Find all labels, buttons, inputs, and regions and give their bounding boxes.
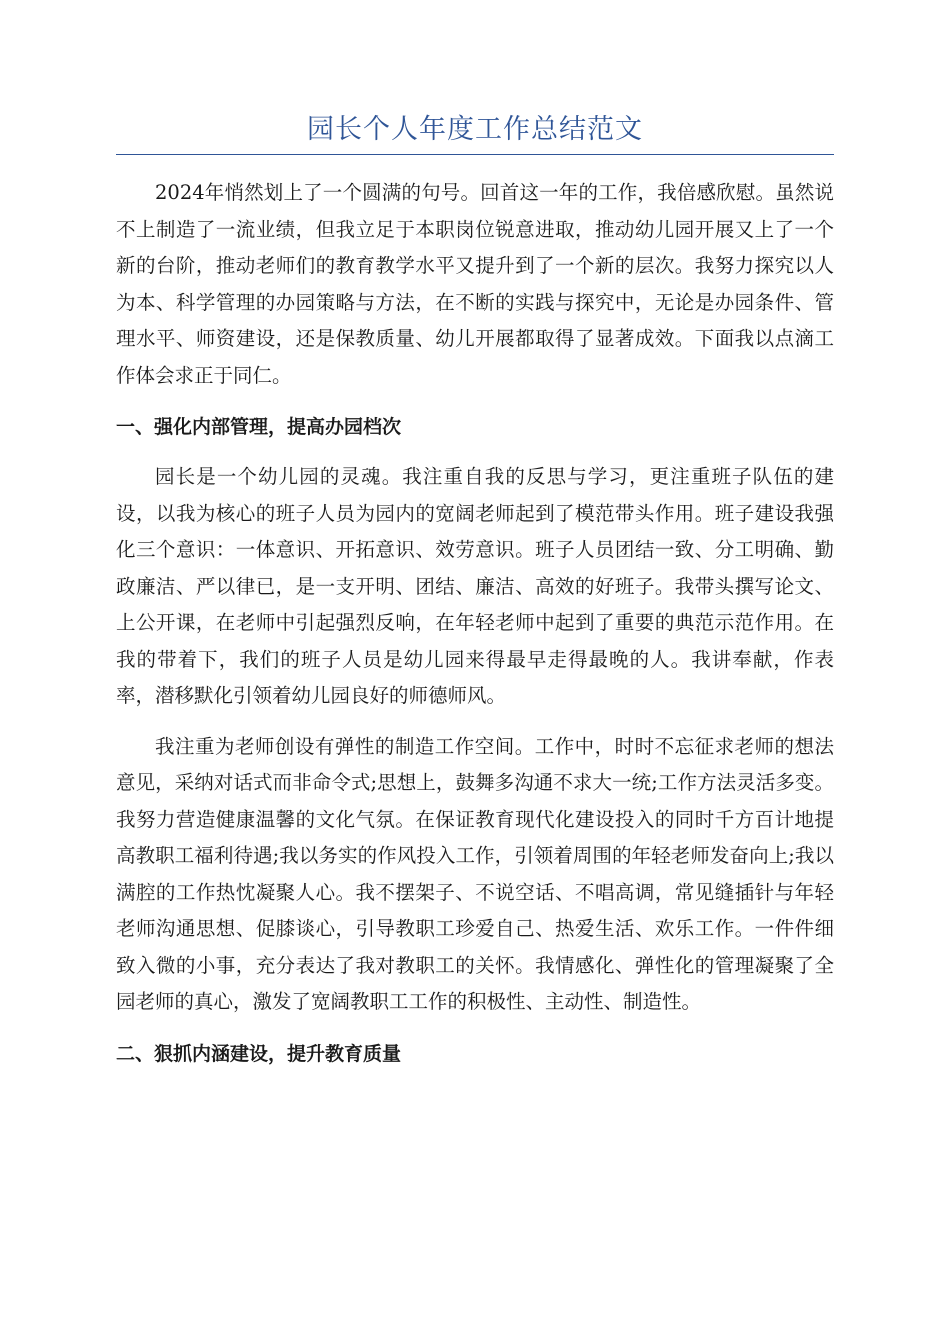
title-divider xyxy=(116,154,834,155)
section-heading-2: 二、狠抓内涵建设，提升教育质量 xyxy=(116,1042,402,1065)
document-title: 园长个人年度工作总结范文 xyxy=(307,114,643,145)
section-heading-1: 一、强化内部管理，提高办园档次 xyxy=(116,416,402,438)
section1-paragraph-2: 我注重为老师创设有弹性的制造工作空间。工作中，时时不忘征求老师的想法意见，采纳对话式而非命令式;思想上，鼓舞多沟通不求大一统;工作方法灵活多变。我努力营造健康温馨的文化气氛。在保证教育现代化建设投入的同时千方百计地提高教职工福利待遇;我以务实的作风投入工作，引领着周围的年轻老师发奋向上;我以满腔的工作热忱凝聚人心。我不摆架子、不说空话、不唱高调，常见缝插针与年轻老师沟通思想、促膝谈心，引导教职工珍爱自己、热爱生活、欢乐工作。一件件细致入微的小事，充分表达了我对教职工的关怀。我情感化、弹性化的管理凝聚了全园老师的真心，激发了宽阔教职工工作的积极性、主动性、制造性。 xyxy=(116,734,834,1013)
document-page xyxy=(116,108,834,1072)
intro-paragraph: 2024年悄然划上了一个圆满的句号。回首这一年的工作，我倍感欣慰。虽然说不上制造了一流业绩，但我立足于本职岗位锐意进取，推动幼儿园开展又上了一个新的台阶，推动老师们的教育教学水平又提升到了一个新的层次。我努力探究以人为本、科学管理的办园策略与方法，在不断的实践与探究中，无论是办园条件、管理水平、师资建设，还是保教质量、幼儿开展都取得了显著成效。下面我以点滴工作体会求正于同仁。 xyxy=(116,181,834,387)
section1-paragraph-1: 园长是一个幼儿园的灵魂。我注重自我的反思与学习，更注重班子队伍的建设，以我为核心的班子人员为园内的宽阔老师起到了模范带头作用。班子建设我强化三个意识：一体意识、开拓意识、效劳意识。班子人员团结一致、分工明确、勤政廉洁、严以律已，是一支开明、团结、廉洁、高效的好班子。我带头撰写论文、上公开课，在老师中引起强烈反响，在年轻老师中起到了重要的典范示范作用。在我的带着下，我们的班子人员是幼儿园来得最早走得最晚的人。我讲奉献，作表率，潜移默化引领着幼儿园良好的师德师风。 xyxy=(116,465,834,707)
